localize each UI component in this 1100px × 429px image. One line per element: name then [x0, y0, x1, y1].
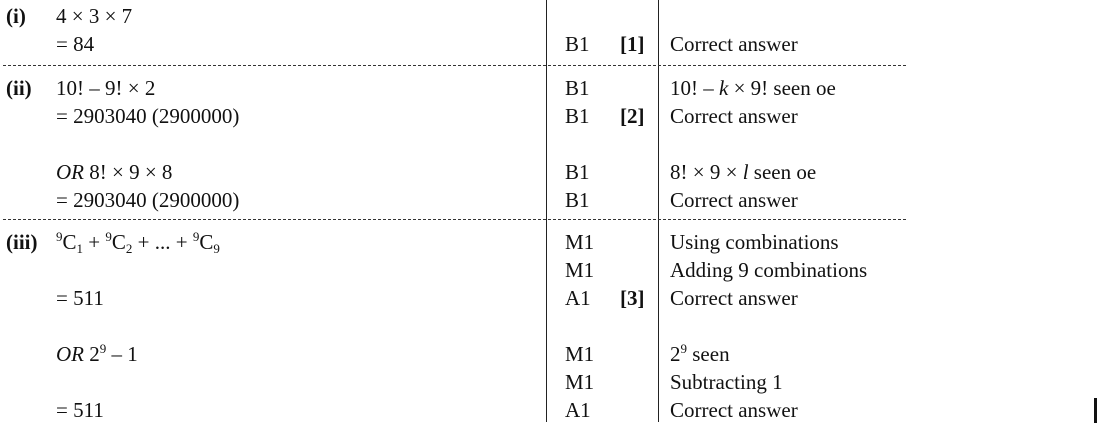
part-iii-expression: $^9C_1 + ^9C_2$ + ... + $^9C_9$ [56, 229, 220, 256]
part-i-expression: 4 × 3 × 7 [56, 4, 133, 28]
part-ii-comment-2: Correct answer [670, 104, 798, 128]
part-i-total: [1] [620, 32, 645, 56]
text-cursor [1094, 398, 1097, 423]
alt-comment-1-tail: seen [687, 342, 730, 366]
part-ii-comment-1: 10! – k × 9! seen oe [670, 76, 836, 100]
part-iii-alt-comment-3: Correct answer [670, 398, 798, 422]
part-iii-mark-1: M1 [565, 230, 595, 254]
part-ii-alt-mark-1: B1 [565, 160, 590, 184]
part-iii-result: = 511 [56, 286, 104, 310]
or-label: OR [56, 342, 84, 366]
part-iii-alt-mark-3: A1 [565, 398, 591, 422]
part-iii-total: [3] [620, 286, 645, 310]
part-i-result: = 84 [56, 32, 95, 56]
part-ii-total: [2] [620, 104, 645, 128]
part-iii-comment-2: Adding 9 combinations [670, 258, 868, 282]
part-ii-mark-2: B1 [565, 104, 590, 128]
part-ii-alt-mark-2: B1 [565, 188, 590, 212]
part-label-i: (i) [6, 4, 26, 28]
part-iii-alt-expression: OR $2^9 - 1$ [56, 341, 138, 366]
part-iii-mark-2: M1 [565, 258, 595, 282]
part-i-mark: B1 [565, 32, 590, 56]
part-iii-alt-comment-1: $2^9$ seen [670, 341, 730, 366]
part-iii-comment-3: Correct answer [670, 286, 798, 310]
part-iii-alt-result: = 511 [56, 398, 104, 422]
part-ii-alt-comment-2: Correct answer [670, 188, 798, 212]
part-label-ii: (ii) [6, 76, 32, 100]
part-ii-alt-result: = 2903040 (2900000) [56, 188, 240, 212]
part-i-comment: Correct answer [670, 32, 798, 56]
part-iii-alt-mark-1: M1 [565, 342, 595, 366]
part-ii-alt-expression [56, 162, 172, 183]
expression-ellipsis: + ... + [132, 230, 193, 254]
part-iii-alt-mark-2: M1 [565, 370, 595, 394]
part-ii-result: = 2903040 (2900000) [56, 104, 240, 128]
row-separator-2 [3, 219, 906, 220]
part-iii-mark-3: A1 [565, 286, 591, 310]
or-label: OR [56, 160, 84, 184]
part-iii-comment-1: Using combinations [670, 230, 839, 254]
row-separator-1 [3, 65, 906, 66]
part-label-iii: (iii) [6, 230, 38, 254]
column-divider-comments [658, 0, 659, 422]
part-ii-alt-comment-1: 8! × 9 × l seen oe [670, 160, 817, 184]
alt-expression-text: 8! × 9 × 8 [89, 160, 173, 184]
column-divider-marks [546, 0, 547, 422]
part-iii-alt-comment-2: Subtracting 1 [670, 370, 783, 394]
part-ii-mark-1: B1 [565, 76, 590, 100]
part-ii-expression: 10! – 9! × 2 [56, 76, 156, 100]
